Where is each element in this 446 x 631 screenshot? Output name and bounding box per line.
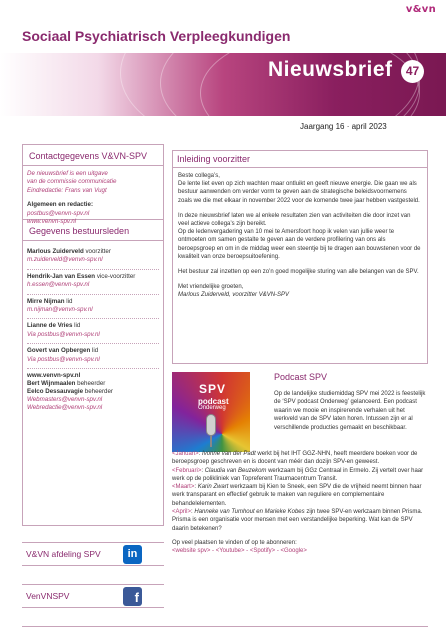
contact-intro-line: van de commissie communicatie	[27, 178, 117, 186]
linkedin-icon[interactable]: in	[123, 545, 142, 564]
sidebar	[22, 144, 164, 526]
episode-item: <Maart>: Karin Zwart werkzaam bij Kien te Sneek, een SPV die de vrijheid neemt binnen haar werk transparant en effectief gebruik te maken van reguliere en complementaire behandelelementen.	[172, 484, 422, 507]
intro-greeting: Met vriendelijke groeten,	[178, 284, 244, 291]
episode-item: <Februari>: Claudia van Beuzekom werkzaam bij GGz Centraal in Ermelo. Zij vertelt over haar werk op de polikliniek van Topreferent Traumacentrum Transit.	[172, 467, 424, 482]
episode-month[interactable]: <Februari>	[172, 467, 202, 474]
webredactie-email-link[interactable]: Webredactie@venvn-spv.nl	[27, 404, 103, 412]
episode-guest: Karin Zwart	[197, 484, 229, 491]
episode-guest: Claudia van Beuzekom	[204, 467, 267, 474]
issue-number-badge: 47	[401, 60, 424, 83]
episode-month[interactable]: <April>	[172, 509, 192, 516]
board-member	[27, 270, 159, 295]
beheer-role: beheerder	[75, 380, 106, 388]
webmasters-email-link[interactable]: Webmasters@venvn-spv.nl	[27, 396, 103, 404]
facebook-label: VenVNSPV	[26, 591, 70, 601]
episode-item: <Januari>: Ivonne van der Padt werkt bij het IHT GGZ-NHN, heeft meerdere boeken voor de beroepsgroep geschreven en is docent van méér dan dozijn SPV-en geweest.	[172, 451, 418, 466]
episode-guest: Ivonne van der Padt	[202, 451, 256, 457]
member-email-link[interactable]: h.essen@venvn-spv.nl	[27, 281, 90, 289]
intro-paragraph: In deze nieuwsbrief laten we al enkele resultaten zien van activiteiten die door inzet van veel actieve collega’s zijn bereikt. Op de ledenvergadering van 10 mei te Amersfoort hoop ik velen van jullie weer te ontmoeten om samen gestalte te geven aan de verdere profilering van ons als beroepsgroep en om in de middag weer een steentje bij te dragen aan bouwstenen voor de kwaliteit van onze beroepsuitoefening.	[178, 212, 421, 260]
member-role: lid	[64, 297, 73, 305]
linkedin-link[interactable]	[22, 542, 164, 566]
episode-text: werkt bij het IHT GGZ-NHN, heeft meerdere boeken voor de beroepsgroep geschreven en is docent van méér dan dozijn SPV-en geweest.	[172, 451, 418, 466]
web-team	[27, 369, 159, 412]
facebook-icon[interactable]: f	[123, 587, 142, 606]
member-role: lid	[72, 322, 81, 330]
contact-intro-line: Eindredactie: Frans van Vugt	[27, 186, 107, 194]
podcast-text: Op de landelijke studiemiddag SPV mei 2022 is feestelijk de ‘SPV podcast Onderweg’ gelanceerd. Een podcast waarin we mooie en inspirerende verhalen uit het werkveld van de SPV laten horen. Intussen zijn er al verschillende producties gemaakt en beschikbaar.	[274, 391, 426, 431]
member-name: Marlous Zuiderveld	[27, 248, 84, 255]
episode-guest: Hanneke van Tumhout en Marieke Kobes	[194, 509, 305, 516]
web-team-website[interactable]: www.venvn-spv.nl	[27, 372, 81, 380]
website-link[interactable]: www.venvn-spv.nl	[27, 218, 77, 226]
podcast-cover-spv: SPV	[199, 382, 227, 396]
footer-divider	[22, 626, 428, 627]
contact-heading: Contactgegevens V&VN-SPV	[23, 149, 163, 166]
listen-intro: Op veel plaatsen te vinden of op te abonneren:	[172, 539, 297, 546]
contact-box	[22, 144, 164, 226]
board-member	[27, 295, 159, 320]
podcast-episodes	[172, 450, 428, 556]
member-name: Govert van Opbergen	[27, 347, 91, 355]
podcast-cover-image[interactable]	[172, 372, 250, 452]
episode-text: zijn twee SPV-en werkzaam binnen Prisma. Prisma is een organisatie voor mensen met een verstandelijke beperking. Wat kan de SPV daarin betekenen?	[172, 509, 423, 532]
board-heading: Gegevens bestuursleden	[23, 224, 163, 241]
board-member	[27, 245, 159, 270]
board-member	[27, 344, 159, 369]
member-email-link[interactable]: Via postbus@venvn-spv.nl	[27, 355, 100, 363]
member-role: voorzitter	[83, 248, 111, 255]
org-title: Sociaal Psychiatrisch Verpleegkundigen	[22, 28, 291, 44]
beheer-name: Eelco Dessauvagie	[27, 388, 84, 396]
beheer-name: Bert Wijnmaalen	[27, 380, 76, 388]
member-email-link[interactable]: Via postbus@venvn-spv.nl	[27, 330, 100, 338]
beheer-role: beheerder	[83, 388, 113, 396]
member-email-link[interactable]: m.nijman@venvn-spv.nl	[27, 306, 93, 314]
contact-intro-line: De nieuwsbrief is een uitgave	[27, 170, 108, 177]
member-name: Hendrik-Jan van Essen	[27, 272, 96, 280]
member-role: lid	[90, 347, 99, 355]
listen-links[interactable]: <website spv> - <Youtube> - <Spotify> - <Google>	[172, 548, 307, 555]
member-name: Lianne de Vries	[27, 322, 73, 330]
issue-date: Jaargang 16 · april 2023	[300, 122, 387, 131]
episode-text: werkzaam bij Kien te Sneek, een SPV die de vrijheid neemt binnen haar werk transparant en effectief gebruik te maken van reguliere en complementaire behandelelementen.	[172, 484, 422, 507]
member-email-link[interactable]: m.zuiderveld@venvn-spv.nl	[27, 256, 103, 264]
linkedin-label: V&VN afdeling SPV	[26, 549, 101, 559]
intro-paragraph: Beste collega’s, De lente liet even op zich wachten maar ontluikt en geeft nieuwe energie. Die gaan we als bestuur aanwenden om verder vorm te geven aan de strategische beleidsvoornemens zoals we die met elkaar in november 2022 voor de komende twee jaar hebben vastgesteld.	[178, 173, 420, 204]
intro-box	[172, 150, 428, 364]
board-member	[27, 319, 159, 344]
microphone-icon	[206, 414, 216, 436]
newsletter-title: Nieuwsbrief	[268, 58, 393, 81]
intro-heading: Inleiding voorzitter	[173, 151, 427, 168]
brand-logo: v&vn	[405, 4, 436, 15]
intro-paragraph: Het bestuur zal inzetten op een zo’n goed mogelijke sturing van alle belangen van de SPV.	[178, 269, 419, 276]
podcast-cover-subtitle: Onderweg	[198, 405, 226, 411]
episode-month[interactable]: <Januari>	[172, 451, 199, 457]
podcast-heading: Podcast SPV	[274, 372, 328, 382]
podcast-cover-title: podcast	[198, 397, 229, 406]
member-name: Mirre Nijman	[27, 297, 65, 305]
member-role: vice-voorzitter	[95, 272, 136, 280]
redactie-label: Algemeen en redactie:	[27, 201, 94, 209]
episode-text: werkzaam bij GGz Centraal in Ermelo. Zij vertelt over haar werk op de polikliniek van Topreferent Traumacentrum Transit.	[172, 467, 424, 482]
redactie-email-link[interactable]: postbus@venvn-spv.nl	[27, 209, 90, 217]
facebook-link[interactable]	[22, 584, 164, 608]
intro-signature: Marlous Zuiderveld, voorzitter V&VN-SPV	[178, 292, 290, 299]
episode-item: <April>: Hanneke van Tumhout en Marieke Kobes zijn twee SPV-en werkzaam binnen Prisma. Prisma is een organisatie voor mensen met een verstandelijke beperking. Wat kan de SPV daarin betekenen?	[172, 509, 423, 532]
episode-month[interactable]: <Maart>	[172, 484, 195, 491]
board-box	[22, 220, 164, 526]
